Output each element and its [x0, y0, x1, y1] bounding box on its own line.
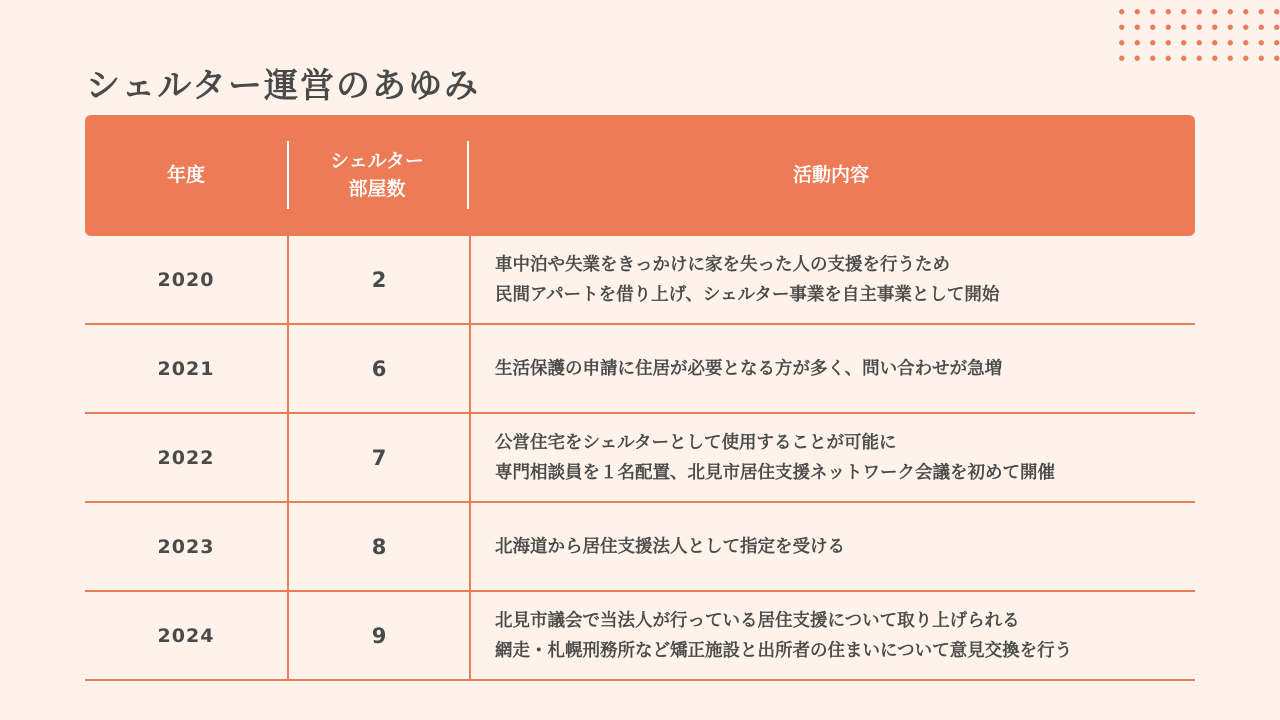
activity-line: 専門相談員を１名配置、北見市居住支援ネットワーク会議を初めて開催 [495, 462, 1055, 483]
table-header [85, 115, 1195, 236]
cell-rooms: 6 [287, 325, 469, 412]
cell-activity [469, 325, 1195, 412]
header-rooms-line1: シェルター [330, 149, 424, 172]
header-activity: 活動内容 [792, 163, 869, 186]
page-title: シェルター運営のあゆみ [86, 66, 480, 106]
cell-activity [469, 414, 1195, 501]
table-row [85, 414, 1195, 503]
header-rooms [287, 115, 467, 236]
activity-line: 北海道から居住支援法人として指定を受ける [495, 536, 845, 557]
activity-line: 生活保護の申請に住居が必要となる方が多く、問い合わせが急増 [495, 358, 1003, 379]
activity-line: 北見市議会で当法人が行っている居住支援について取り上げられる [495, 610, 1020, 631]
cell-year: 2021 [157, 357, 215, 380]
cell-year: 2024 [157, 624, 215, 647]
cell-year: 2020 [157, 268, 215, 291]
table-row [85, 592, 1195, 681]
cell-rooms: 2 [287, 236, 469, 323]
cell-rooms: 7 [287, 414, 469, 501]
activity-line: 網走・札幌刑務所など矯正施設と出所者の住まいについて意見交換を行う [495, 640, 1073, 661]
header-year: 年度 [166, 163, 205, 186]
cell-year: 2023 [157, 535, 215, 558]
cell-activity [469, 236, 1195, 323]
cell-rooms: 8 [287, 503, 469, 590]
activity-line: 車中泊や失業をきっかけに家を失った人の支援を行うため [495, 254, 950, 275]
header-rooms-line2: 部屋数 [348, 177, 406, 200]
history-table [85, 115, 1195, 681]
decorative-dot-pattern [1114, 4, 1280, 68]
table-row [85, 236, 1195, 325]
table-row [85, 325, 1195, 414]
table-row [85, 503, 1195, 592]
cell-activity [469, 592, 1195, 679]
activity-line: 公営住宅をシェルターとして使用することが可能に [495, 432, 897, 453]
cell-year: 2022 [157, 446, 215, 469]
cell-rooms: 9 [287, 592, 469, 679]
activity-line: 民間アパートを借り上げ、シェルター事業を自主事業として開始 [495, 284, 1000, 305]
cell-activity [469, 503, 1195, 590]
